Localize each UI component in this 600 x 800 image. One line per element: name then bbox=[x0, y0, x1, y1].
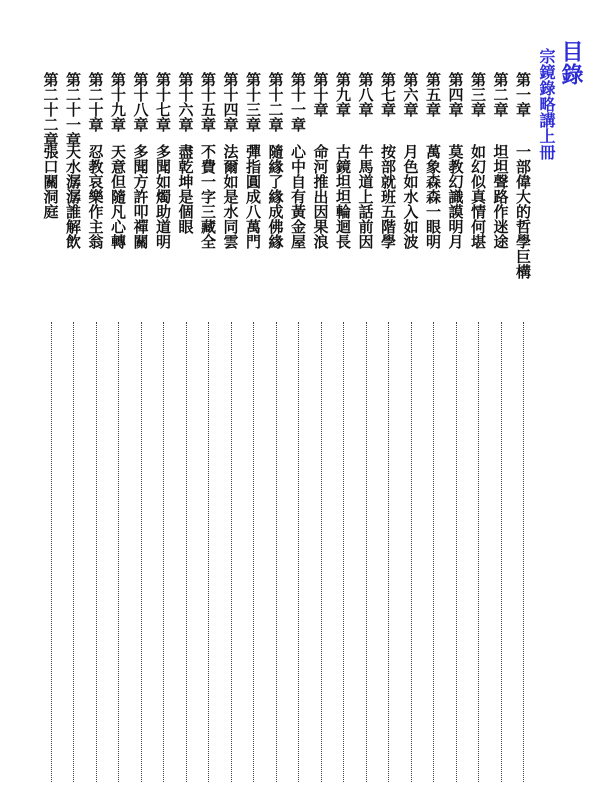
chapter-number: 第十二章 bbox=[266, 72, 285, 132]
dotted-leader bbox=[388, 322, 389, 782]
chapter-title: 古鏡坦坦輪迴長 bbox=[334, 144, 352, 249]
chapter-title: 隨緣了緣成佛緣 bbox=[266, 144, 285, 249]
dotted-leader bbox=[456, 322, 457, 782]
chapter-title: 多聞如燭助道明 bbox=[154, 144, 172, 249]
chapter-title: 一部偉大的哲學巨構 bbox=[514, 144, 532, 279]
chapter-title: 張口關洞庭 bbox=[41, 144, 60, 219]
toc-entry[interactable] bbox=[332, 72, 354, 782]
dotted-leader bbox=[253, 322, 254, 782]
chapter-number: 第六章 bbox=[401, 72, 420, 117]
dotted-leader bbox=[96, 322, 97, 782]
chapter-title: 天意但隨凡心轉 bbox=[109, 144, 127, 249]
chapter-title: 不費一字三藏全 bbox=[199, 144, 217, 249]
chapter-number: 第十九章 bbox=[109, 72, 127, 132]
chapter-number: 第二章 bbox=[491, 72, 510, 117]
chapter-number: 第三章 bbox=[469, 72, 487, 117]
chapter-title: 忍教哀樂作主翁 bbox=[86, 144, 105, 249]
chapter-number: 第十六章 bbox=[176, 72, 195, 132]
chapter-number: 第二十二章 bbox=[41, 72, 60, 147]
chapter-number: 第九章 bbox=[334, 72, 352, 117]
chapter-title: 盡乾坤是個眼 bbox=[176, 144, 195, 234]
dotted-leader bbox=[366, 322, 367, 782]
dotted-leader bbox=[231, 322, 232, 782]
dotted-leader bbox=[118, 322, 119, 782]
toc-entry[interactable] bbox=[490, 72, 512, 782]
chapter-title: 法爾如是水同雲 bbox=[221, 144, 240, 249]
chapter-number: 第十五章 bbox=[199, 72, 217, 132]
chapter-number: 第四章 bbox=[446, 72, 465, 117]
toc-entry[interactable] bbox=[40, 72, 62, 782]
chapter-title: 如幻似真情何堪 bbox=[469, 144, 487, 249]
dotted-leader bbox=[276, 322, 277, 782]
toc-entry[interactable] bbox=[107, 72, 129, 782]
toc-title: 目錄 bbox=[558, 40, 584, 86]
chapter-number: 第一章 bbox=[514, 72, 532, 117]
toc-entry[interactable] bbox=[445, 72, 467, 782]
dotted-leader bbox=[501, 322, 502, 782]
toc-entry[interactable] bbox=[310, 72, 332, 782]
toc-entry[interactable] bbox=[220, 72, 242, 782]
dotted-leader bbox=[208, 322, 209, 782]
chapter-title: 命河推出因果浪 bbox=[311, 144, 330, 249]
chapter-number: 第十三章 bbox=[244, 72, 262, 132]
chapter-number: 第十一章 bbox=[289, 72, 307, 132]
toc-entry[interactable] bbox=[242, 72, 264, 782]
dotted-leader bbox=[343, 322, 344, 782]
chapter-number: 第五章 bbox=[424, 72, 442, 117]
chapter-title: 月色如水入如波 bbox=[401, 144, 420, 249]
dotted-leader bbox=[298, 322, 299, 782]
chapter-title: 牛馬道上話前因 bbox=[356, 144, 375, 249]
dotted-leader bbox=[433, 322, 434, 782]
dotted-leader bbox=[411, 322, 412, 782]
chapter-title: 萬象森森一眼明 bbox=[424, 144, 442, 249]
toc-entry[interactable] bbox=[355, 72, 377, 782]
dotted-leader bbox=[186, 322, 187, 782]
toc-entry[interactable] bbox=[152, 72, 174, 782]
chapter-number: 第七章 bbox=[379, 72, 397, 117]
chapter-number: 第十四章 bbox=[221, 72, 240, 132]
dotted-leader bbox=[478, 322, 479, 782]
chapter-number: 第二十章 bbox=[86, 72, 105, 132]
dotted-leader bbox=[51, 322, 52, 782]
book-title: 宗鏡錄略講上冊 bbox=[537, 48, 556, 160]
toc-entry[interactable] bbox=[400, 72, 422, 782]
chapter-title: 按部就班五階學 bbox=[379, 144, 397, 249]
toc-entry[interactable] bbox=[130, 72, 152, 782]
dotted-leader bbox=[141, 322, 142, 782]
chapter-number: 第十八章 bbox=[131, 72, 150, 132]
toc-entry[interactable] bbox=[512, 72, 534, 782]
toc-entry[interactable] bbox=[377, 72, 399, 782]
toc-entry[interactable] bbox=[287, 72, 309, 782]
dotted-leader bbox=[163, 322, 164, 782]
toc-entry[interactable] bbox=[85, 72, 107, 782]
chapter-title: 彈指圓成八萬門 bbox=[244, 144, 262, 249]
chapter-title: 坦坦聲路作迷途 bbox=[491, 144, 510, 249]
toc-entry[interactable] bbox=[197, 72, 219, 782]
chapter-number: 第十七章 bbox=[154, 72, 172, 132]
chapter-title: 莫教幻識謨明月 bbox=[446, 144, 465, 249]
toc-entry[interactable] bbox=[62, 72, 84, 782]
dotted-leader bbox=[73, 322, 74, 782]
chapter-title: 天水潺潺誰解飲 bbox=[64, 144, 82, 249]
toc-entry[interactable] bbox=[175, 72, 197, 782]
toc-entry[interactable] bbox=[467, 72, 489, 782]
chapter-title: 多聞方許叩禪關 bbox=[131, 144, 150, 249]
chapter-number: 第二十一章 bbox=[64, 72, 82, 147]
toc-entry[interactable] bbox=[265, 72, 287, 782]
chapter-number: 第八章 bbox=[356, 72, 375, 117]
dotted-leader bbox=[523, 322, 524, 782]
chapter-title: 心中自有黃金屋 bbox=[289, 144, 307, 249]
toc-entry[interactable] bbox=[422, 72, 444, 782]
dotted-leader bbox=[321, 322, 322, 782]
chapter-number: 第十章 bbox=[311, 72, 330, 117]
